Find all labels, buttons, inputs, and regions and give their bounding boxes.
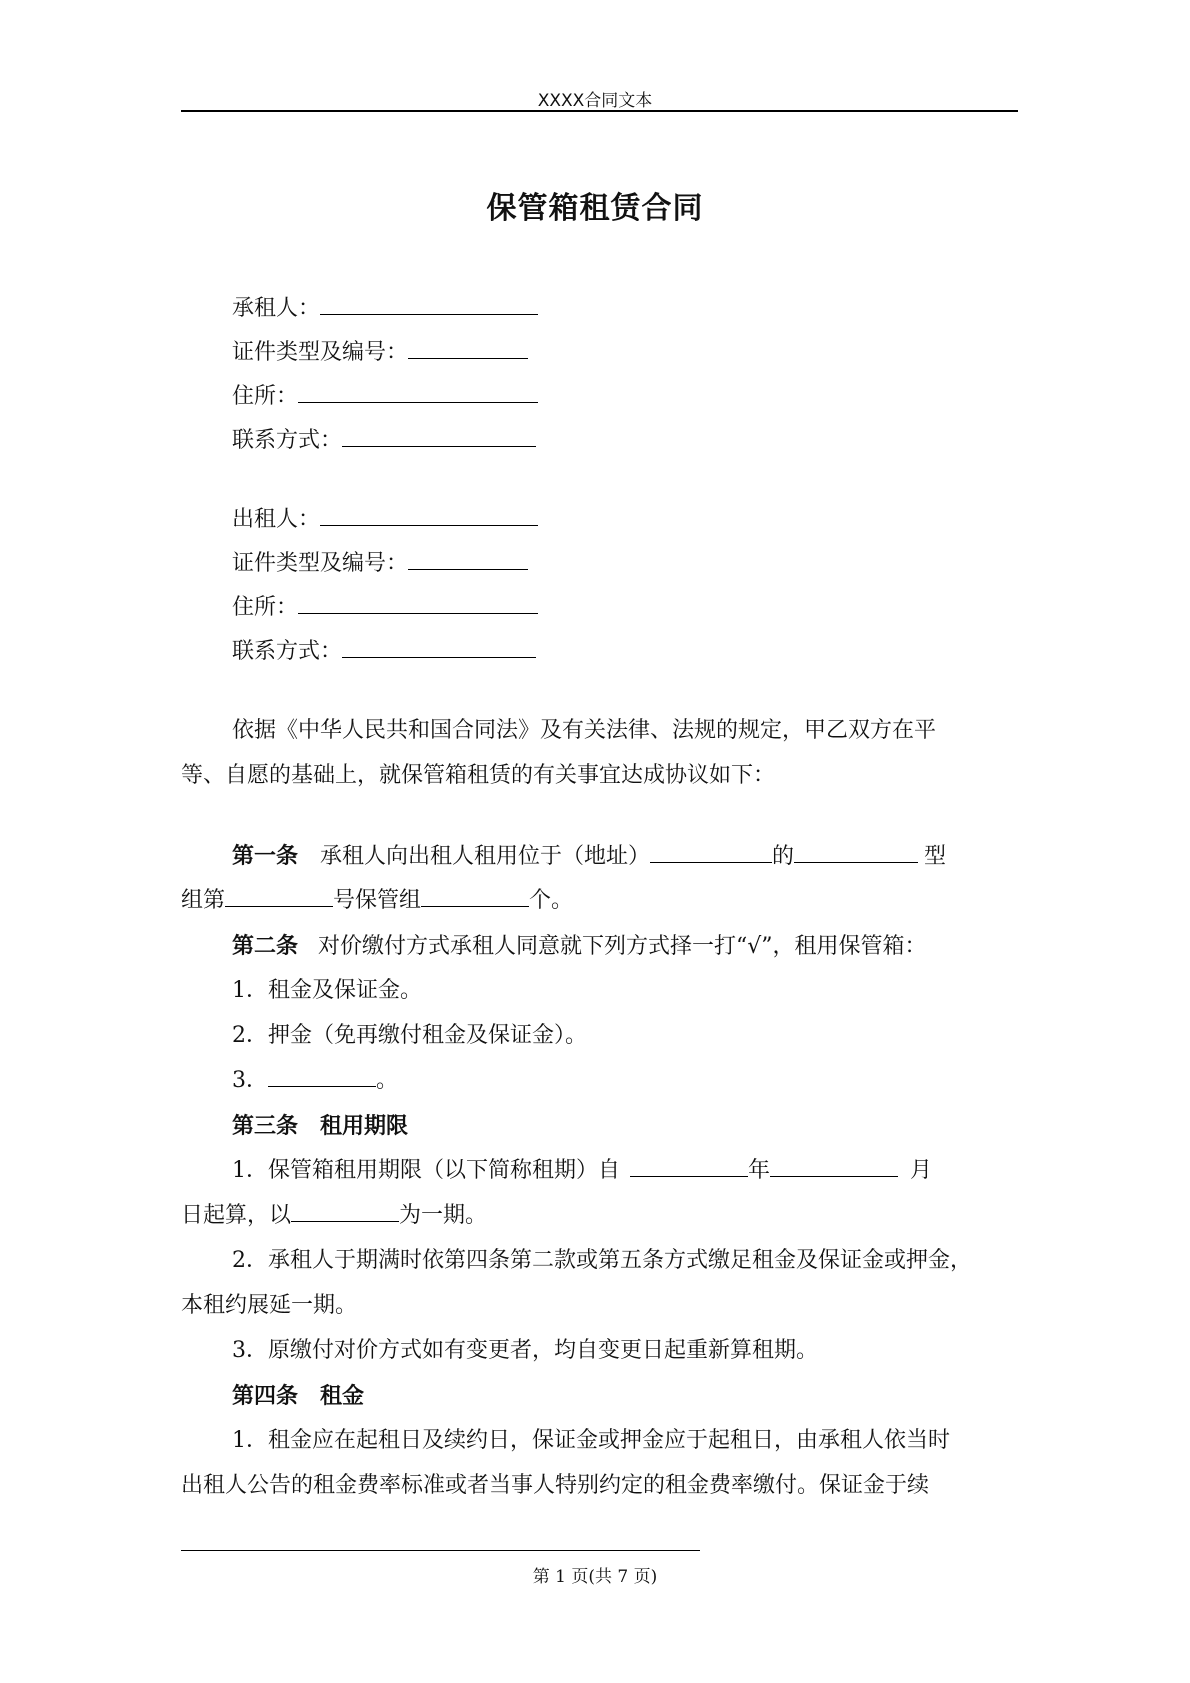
article-1-text-type: 型 — [924, 844, 947, 869]
lessor-blank[interactable] — [320, 505, 538, 526]
article-1-heading: 第一条 — [232, 843, 299, 869]
lessee-id-blank[interactable] — [408, 338, 528, 359]
article-4-item-1-line-1: 1．租金应在起租日及续约日，保证金或押金应于起租日，由承租人依当时 — [232, 1428, 950, 1453]
article-1-count-suffix: 个。 — [529, 888, 574, 913]
lessor-contact-line — [232, 637, 536, 667]
intro-line-2: 等、自愿的基础上，就保管箱租赁的有关事宜达成协议如下： — [181, 763, 776, 788]
article-2-item-1: 1．租金及保证金。 — [232, 978, 422, 1003]
header-divider — [181, 110, 1018, 112]
article-2-text: 对价缴付方式承租人同意就下列方式择一打“√”，租用保管箱： — [318, 934, 927, 959]
year-label: 年 — [748, 1158, 771, 1183]
article-4-item-1-line-2: 出租人公告的租金费率标准或者当事人特别约定的租金费率缴付。保证金于续 — [181, 1473, 930, 1498]
lessor-address-line — [232, 593, 538, 623]
box-count-blank[interactable] — [421, 886, 529, 907]
lessee-label: 承租人： — [232, 296, 321, 321]
lessee-contact-blank[interactable] — [342, 426, 536, 447]
lessee-contact-line — [232, 426, 536, 456]
lessor-contact-blank[interactable] — [342, 637, 536, 658]
lessor-id-blank[interactable] — [408, 549, 528, 570]
lessee-address-blank[interactable] — [298, 382, 538, 403]
article-2-heading: 第二条 — [232, 933, 299, 959]
address-blank[interactable] — [650, 842, 772, 863]
lessor-address-label: 住所： — [232, 595, 299, 620]
article-1-line-2 — [181, 886, 573, 916]
lessor-id-line — [232, 549, 528, 579]
article-1-box-label: 号保管组 — [333, 888, 422, 913]
lessee-address-line — [232, 382, 538, 412]
lessor-label: 出租人： — [232, 507, 321, 532]
footer-divider — [181, 1550, 700, 1551]
article-1-text: 承租人向出租人租用位于（地址） — [320, 844, 651, 869]
article-2-item-3-end: 。 — [376, 1068, 399, 1093]
intro-line-1: 依据《中华人民共和国合同法》及有关法律、法规的规定，甲乙双方在平 — [232, 718, 937, 743]
model-blank[interactable] — [794, 842, 918, 863]
other-method-blank[interactable] — [268, 1066, 376, 1087]
period-blank[interactable] — [291, 1201, 399, 1222]
start-month-blank[interactable] — [770, 1156, 898, 1177]
article-2-line — [232, 931, 927, 962]
article-3-item-1-line-2 — [181, 1201, 487, 1231]
document-title: 保管箱租赁合同 — [486, 191, 704, 226]
lessor-address-blank[interactable] — [298, 593, 538, 614]
lessee-address-label: 住所： — [232, 384, 299, 409]
article-1-text-of: 的 — [772, 844, 795, 869]
article-3-period-label: 日起算，以 — [181, 1203, 292, 1228]
article-2-item-2: 2．押金（免再缴付租金及保证金）。 — [232, 1023, 587, 1048]
month-label: 月 — [910, 1158, 933, 1183]
article-2-item-3-number: 3． — [232, 1068, 268, 1093]
lessor-line — [232, 505, 538, 535]
article-3-heading: 第三条 租用期限 — [232, 1113, 409, 1139]
lessee-contact-label: 联系方式： — [232, 428, 343, 453]
article-1-group-label: 组第 — [181, 888, 226, 913]
article-3-item-2-line-2: 本租约展延一期。 — [181, 1293, 358, 1318]
article-3-item-1-line-1 — [232, 1156, 932, 1186]
article-3-item-1-text: 1．保管箱租用期限（以下简称租期）自 — [232, 1158, 620, 1183]
lessee-blank[interactable] — [320, 294, 538, 315]
lessee-id-line — [232, 338, 528, 368]
lessee-id-label: 证件类型及编号： — [232, 340, 409, 365]
group-number-blank[interactable] — [225, 886, 333, 907]
page-header: XXXX合同文本 — [537, 91, 653, 111]
article-3-item-3: 3．原缴付对价方式如有变更者，均自变更日起重新算租期。 — [232, 1338, 818, 1363]
article-3-item-2-line-1: 2．承租人于期满时依第四条第二款或第五条方式缴足租金及保证金或押金， — [232, 1248, 972, 1273]
lessee-line — [232, 294, 538, 324]
article-4-heading: 第四条 租金 — [232, 1383, 365, 1409]
article-3-period-suffix: 为一期。 — [399, 1203, 488, 1228]
lessor-id-label: 证件类型及编号： — [232, 551, 409, 576]
article-1-line-1 — [232, 841, 946, 872]
page-number: 第 1 页(共 7 页) — [532, 1567, 658, 1587]
article-2-item-3 — [232, 1066, 398, 1096]
start-year-blank[interactable] — [630, 1156, 748, 1177]
lessor-contact-label: 联系方式： — [232, 639, 343, 664]
